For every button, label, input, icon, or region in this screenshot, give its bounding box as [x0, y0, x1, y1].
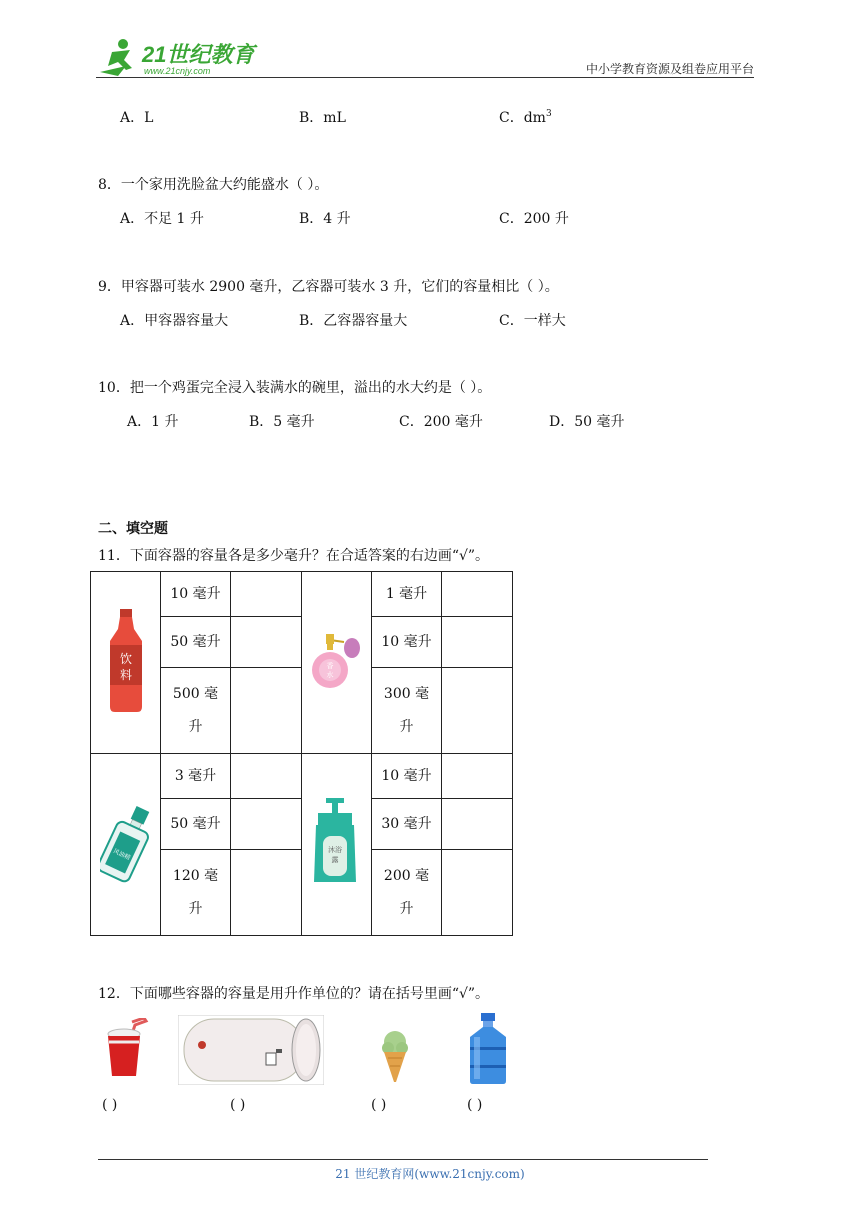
q9-option-a: A．甲容器容量大: [120, 313, 229, 329]
drink-bottle-cell: [91, 572, 161, 754]
q10-option-d: D．50 毫升: [549, 414, 625, 430]
q11-r1-right-opt1: 1 毫升: [372, 572, 442, 617]
q11-r2-right-ans1[interactable]: [442, 754, 513, 799]
q8-stem: 8．一个家用洗脸盆大约能盛水（ ）。: [98, 177, 329, 193]
q11-r2-right-opt3: 200 毫 升: [372, 850, 442, 936]
q10-option-a: A．1 升: [127, 414, 179, 430]
perfume-cell: [302, 572, 372, 754]
q10-option-c: C．200 毫升: [399, 414, 483, 430]
water-heater-icon: [178, 1015, 324, 1089]
platform-title: 中小学教育资源及组卷应用平台: [585, 62, 754, 76]
footer-link[interactable]: 21 世纪教育网(www.21cnjy.com): [335, 1167, 525, 1181]
oil-label: 风油精: [111, 847, 131, 862]
drink-bottle-icon: [106, 609, 146, 713]
q11-r1-right-opt2: 10 毫升: [372, 617, 442, 668]
logo-url: www.21cnjy.com: [144, 66, 211, 76]
q11-r1-right-ans1[interactable]: [442, 572, 513, 617]
perfume-label-2: 水: [326, 670, 333, 679]
shower-gel-icon: [312, 798, 362, 888]
q8-option-a: A．不足 1 升: [120, 211, 204, 227]
footer-divider: [98, 1159, 708, 1160]
q11-r2-right-opt2: 30 毫升: [372, 799, 442, 850]
q9-stem: 9．甲容器可装水 2900 毫升，乙容器可装水 3 升，它们的容量相比（ ）。: [98, 279, 559, 295]
q10-option-b: B．5 毫升: [249, 414, 315, 430]
perfume-label-1: 香: [326, 661, 333, 670]
q11-r2-left-opt3: 120 毫 升: [161, 850, 231, 936]
q11-r1-left-ans2[interactable]: [231, 617, 302, 668]
q11-table: [90, 571, 513, 936]
q11-r2-left-ans2[interactable]: [231, 799, 302, 850]
q9-option-c: C．一样大: [499, 313, 566, 329]
q11-r1-right-ans3[interactable]: [442, 668, 513, 754]
ice-cream-icon: [380, 1028, 410, 1088]
shower-gel-cell: [302, 754, 372, 936]
q11-r1-left-ans1[interactable]: [231, 572, 302, 617]
q11-r1-right-ans2[interactable]: [442, 617, 513, 668]
site-logo: [96, 36, 266, 78]
shower-label-2: 露: [331, 855, 338, 864]
q11-r1-right-opt3: 300 毫 升: [372, 668, 442, 754]
q10-stem: 10．把一个鸡蛋完全浸入装满水的碗里，溢出的水大约是（ ）。: [98, 380, 492, 396]
q11-r2-right-ans3[interactable]: [442, 850, 513, 936]
perfume-bottle-icon: [312, 626, 362, 696]
q11-r2-left-ans3[interactable]: [231, 850, 302, 936]
q12-blank-4[interactable]: ( ): [467, 1097, 483, 1113]
q11-r1-left-ans3[interactable]: [231, 668, 302, 754]
q11-r2-right-opt1: 10 毫升: [372, 754, 442, 799]
q7-option-b: B．mL: [299, 110, 346, 126]
q11-r1-left-opt1: 10 毫升: [161, 572, 231, 617]
q8-option-c: C．200 升: [499, 211, 569, 227]
cup-icon: [104, 1018, 154, 1084]
q7-option-a: A．L: [120, 110, 154, 126]
header-divider: [96, 77, 754, 78]
bottle-label-2: 料: [119, 667, 132, 682]
q9-option-b: B．乙容器容量大: [299, 313, 408, 329]
q11-r2-left-opt2: 50 毫升: [161, 799, 231, 850]
q11-r1-left-opt3: 500 毫 升: [161, 668, 231, 754]
q11-r2-left-ans1[interactable]: [231, 754, 302, 799]
q8-option-b: B．4 升: [299, 211, 351, 227]
q12-blank-3[interactable]: ( ): [371, 1097, 387, 1113]
water-bucket-icon: [466, 1013, 510, 1089]
q11-r2-right-ans2[interactable]: [442, 799, 513, 850]
oil-bottle-cell: [91, 754, 161, 936]
q11-r2-left-opt1: 3 毫升: [161, 754, 231, 799]
q11-r1-left-opt2: 50 毫升: [161, 617, 231, 668]
q12-blank-2[interactable]: ( ): [230, 1097, 246, 1113]
bottle-label-1: 饮: [119, 651, 132, 666]
q7-option-c: C．$dm^3$: [499, 109, 552, 126]
q11-stem: 11．下面容器的容量各是多少毫升？在合适答案的右边画“√”。: [98, 548, 490, 564]
q12-blank-1[interactable]: ( ): [102, 1097, 118, 1113]
logo-text: 21世纪教育: [142, 42, 255, 67]
q12-stem: 12．下面哪些容器的容量是用升作单位的？请在括号里画“√”。: [98, 986, 490, 1002]
oil-bottle-icon: [100, 803, 152, 883]
section-title: 二、填空题: [98, 521, 168, 537]
shower-label-1: 沐浴: [327, 845, 342, 854]
